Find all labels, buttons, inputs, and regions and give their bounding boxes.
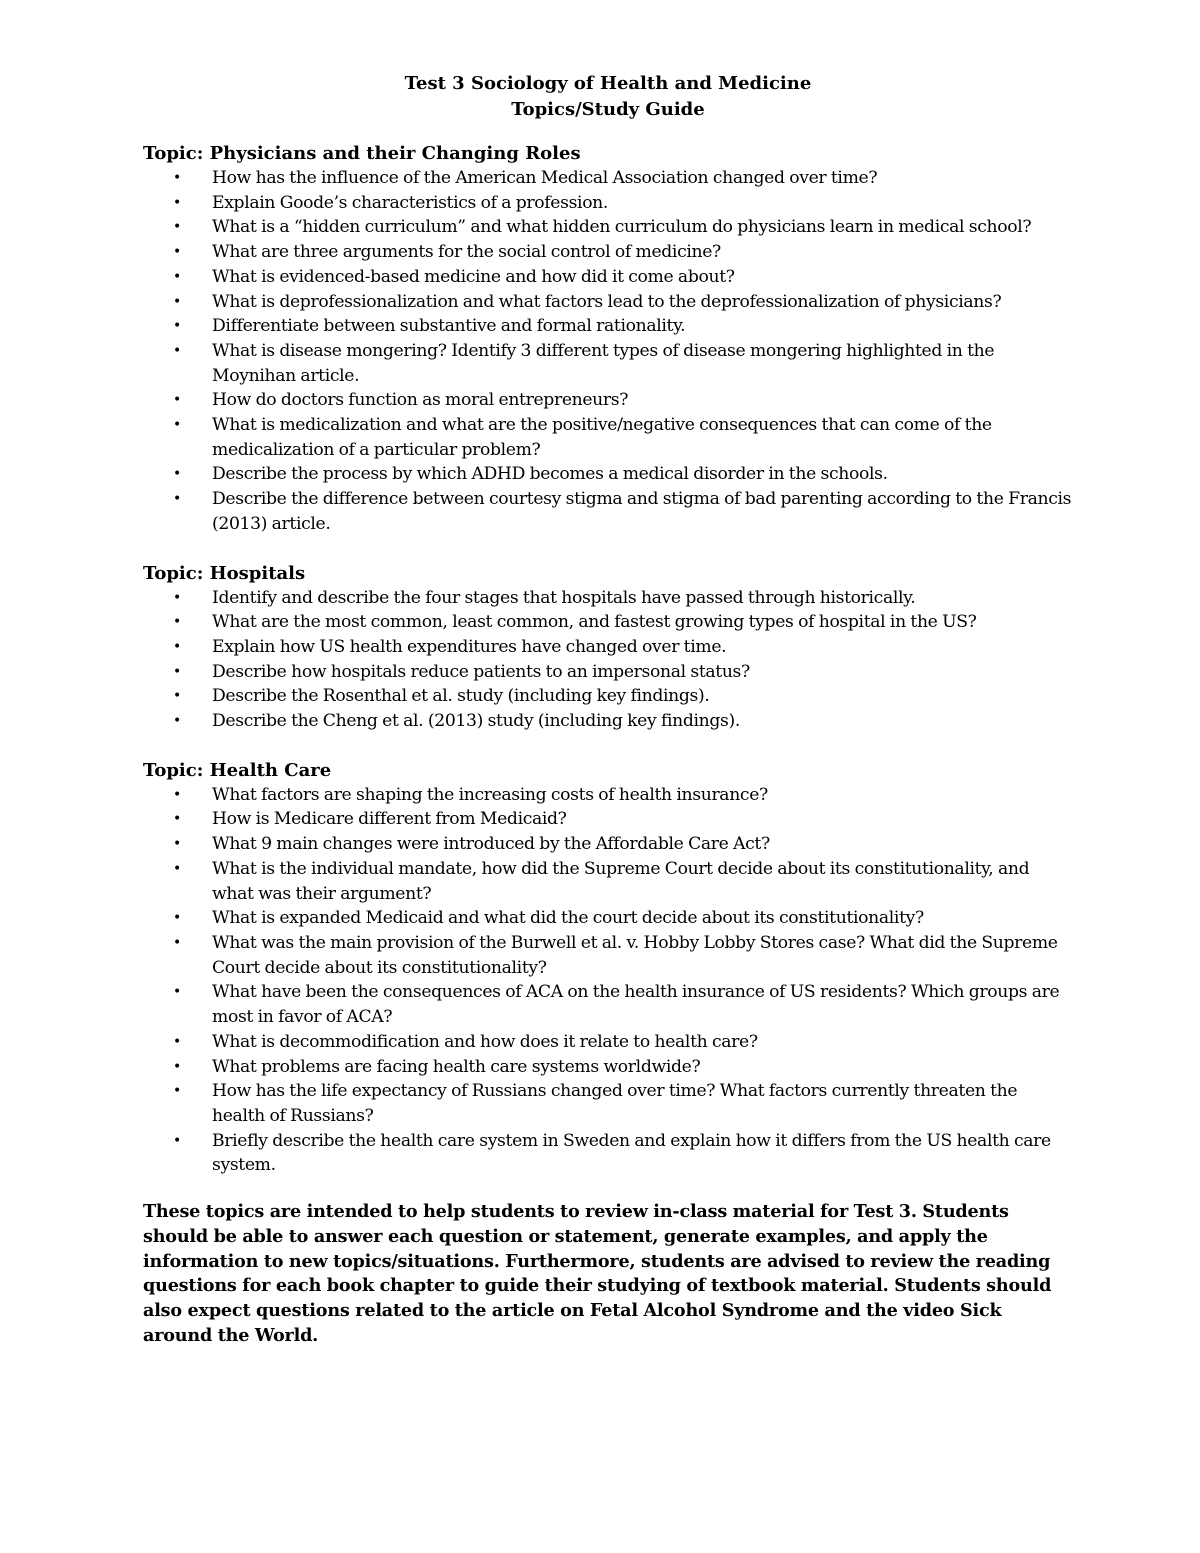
question-item: [143, 339, 1073, 388]
question-item: [143, 1079, 1073, 1128]
question-item: [143, 586, 1073, 611]
question-text: Describe how hospitals reduce patients to an impersonal status?: [212, 661, 750, 682]
question-text: How do doctors function as moral entrepreneurs?: [212, 390, 629, 411]
question-item: [143, 807, 1073, 832]
question-text: What is a “hidden curriculum” and what hidden curriculum do physicians learn in medical school?: [212, 217, 1032, 238]
question-item: [143, 906, 1073, 931]
section-heading: Topic: Physicians and their Changing Roles: [143, 143, 581, 164]
title-block: [143, 71, 1073, 123]
bullet-icon: •: [173, 268, 181, 285]
question-text: Identify and describe the four stages that hospitals have passed through historically.: [212, 587, 916, 608]
bullet-icon: •: [173, 1083, 181, 1100]
question-item: [143, 1129, 1073, 1178]
question-item: [143, 314, 1073, 339]
bullet-icon: •: [173, 342, 181, 359]
question-item: [143, 265, 1073, 290]
bullet-icon: •: [173, 786, 181, 803]
bullet-icon: •: [173, 589, 181, 606]
question-item: [143, 660, 1073, 685]
question-text: What is disease mongering? Identify 3 different types of disease mongering highlighted in the Moynihan article.: [212, 340, 995, 386]
bullet-icon: •: [173, 318, 181, 335]
question-item: [143, 166, 1073, 191]
section-heading: Topic: Hospitals: [143, 562, 306, 584]
bullet-icon: •: [173, 466, 181, 483]
question-text: Describe the process by which ADHD becomes a medical disorder in the schools.: [212, 464, 888, 485]
question-item: [143, 610, 1073, 635]
question-item: [143, 931, 1073, 980]
question-text: Explain how US health expenditures have changed over time.: [212, 636, 727, 657]
section-heading: Topic: Health Care: [143, 759, 332, 781]
question-list: [143, 586, 1073, 734]
bullet-icon: •: [173, 663, 181, 680]
question-list: [143, 166, 1073, 537]
question-text: What are three arguments for the social control of medicine?: [212, 242, 721, 263]
question-item: [143, 783, 1073, 808]
bullet-icon: •: [173, 194, 181, 211]
question-text: What is evidenced-based medicine and how did it come about?: [212, 266, 735, 287]
bullet-icon: •: [173, 836, 181, 853]
question-list: [143, 783, 1073, 1178]
question-text: What was the main provision of the Burwell et al. v. Hobby Lobby Stores case? What did the Supreme Court decide about its constitutionality?: [212, 932, 1058, 978]
bullet-icon: •: [173, 910, 181, 927]
question-text: How is Medicare different from Medicaid?: [212, 809, 567, 830]
bullet-icon: •: [173, 934, 181, 951]
question-text: Briefly describe the health care system in Sweden and explain how it differs from the US health care system.: [212, 1130, 1051, 1176]
bullet-icon: •: [173, 244, 181, 261]
question-text: How has the influence of the American Medical Association changed over time?: [212, 168, 878, 188]
section-health-care: [143, 758, 1073, 1178]
study-guide-page: [143, 71, 1073, 1366]
question-text: What is the individual mandate, how did the Supreme Court decide about its constitutionality, and what was their argument?: [212, 858, 1030, 904]
question-item: [143, 832, 1073, 857]
bullet-icon: •: [173, 170, 181, 186]
question-text: What are the most common, least common, and fastest growing types of hospital in the US?: [212, 612, 977, 633]
question-item: [143, 388, 1073, 413]
question-item: [143, 191, 1073, 216]
bullet-icon: •: [173, 984, 181, 1001]
document-subtitle: Topics/Study Guide: [511, 99, 705, 120]
question-text: How has the life expectancy of Russians changed over time? What factors currently threaten the health of Russians?: [212, 1081, 1018, 1126]
section-hospitals: [143, 561, 1073, 734]
question-text: Describe the Cheng et al. (2013) study (including key findings).: [212, 711, 740, 732]
bullet-icon: •: [173, 293, 181, 310]
question-item: [143, 290, 1073, 315]
question-text: What problems are facing health care systems worldwide?: [212, 1056, 701, 1077]
question-text: Describe the difference between courtesy stigma and stigma of bad parenting according to the Francis (2013) article.: [212, 489, 1072, 534]
question-text: What is medicalization and what are the positive/negative consequences that can come of the medicalization of a particular problem?: [212, 415, 992, 460]
question-item: [143, 240, 1073, 265]
bullet-icon: •: [173, 688, 181, 705]
bullet-icon: •: [173, 713, 181, 730]
question-item: [143, 462, 1073, 487]
bullet-icon: •: [173, 219, 181, 236]
question-item: [143, 215, 1073, 240]
question-text: What factors are shaping the increasing costs of health insurance?: [212, 784, 768, 805]
section-physicians: [143, 141, 1073, 537]
question-text: What have been the consequences of ACA on the health insurance of US residents? Which groups are most in favor of ACA?: [212, 982, 1060, 1028]
question-text: What is decommodification and how does it relate to health care?: [212, 1031, 758, 1052]
question-item: [143, 857, 1073, 906]
question-text: What is deprofessionalization and what factors lead to the deprofessionalization of physicians?: [212, 291, 1002, 312]
question-item: [143, 487, 1073, 536]
question-item: [143, 684, 1073, 709]
bullet-icon: •: [173, 1058, 181, 1075]
question-item: [143, 709, 1073, 734]
bullet-icon: •: [173, 811, 181, 828]
question-item: [143, 1030, 1073, 1055]
bullet-icon: •: [173, 491, 181, 508]
bullet-icon: •: [173, 1132, 181, 1149]
question-item: [143, 1055, 1073, 1080]
question-text: What 9 main changes were introduced by the Affordable Care Act?: [212, 834, 770, 855]
bullet-icon: •: [173, 614, 181, 631]
question-item: [143, 413, 1073, 462]
bullet-icon: •: [173, 638, 181, 655]
question-item: [143, 635, 1073, 660]
bullet-icon: •: [173, 417, 181, 434]
question-text: Describe the Rosenthal et al. study (including key findings).: [212, 686, 710, 707]
closing-paragraph: These topics are intended to help students to review in-class material for Test 3. Students should be able to answer each question or statement, generate examples, and apply the information to new topics/situations. Furthermore, students are advised to review the reading questions for each book chapter to guide their studying of textbook material. Students should also expect questions related to the article on Fetal Alcohol Syndrome and the video Sick around the World.: [143, 1201, 1052, 1346]
question-text: Differentiate between substantive and formal rationality.: [212, 316, 686, 337]
bullet-icon: •: [173, 1033, 181, 1050]
bullet-icon: •: [173, 392, 181, 409]
question-text: Explain Goode’s characteristics of a profession.: [212, 192, 609, 213]
question-text: What is expanded Medicaid and what did the court decide about its constitutionality?: [212, 908, 924, 929]
question-item: [143, 980, 1073, 1029]
document-title: Test 3 Sociology of Health and Medicine: [404, 73, 812, 94]
bullet-icon: •: [173, 860, 181, 877]
